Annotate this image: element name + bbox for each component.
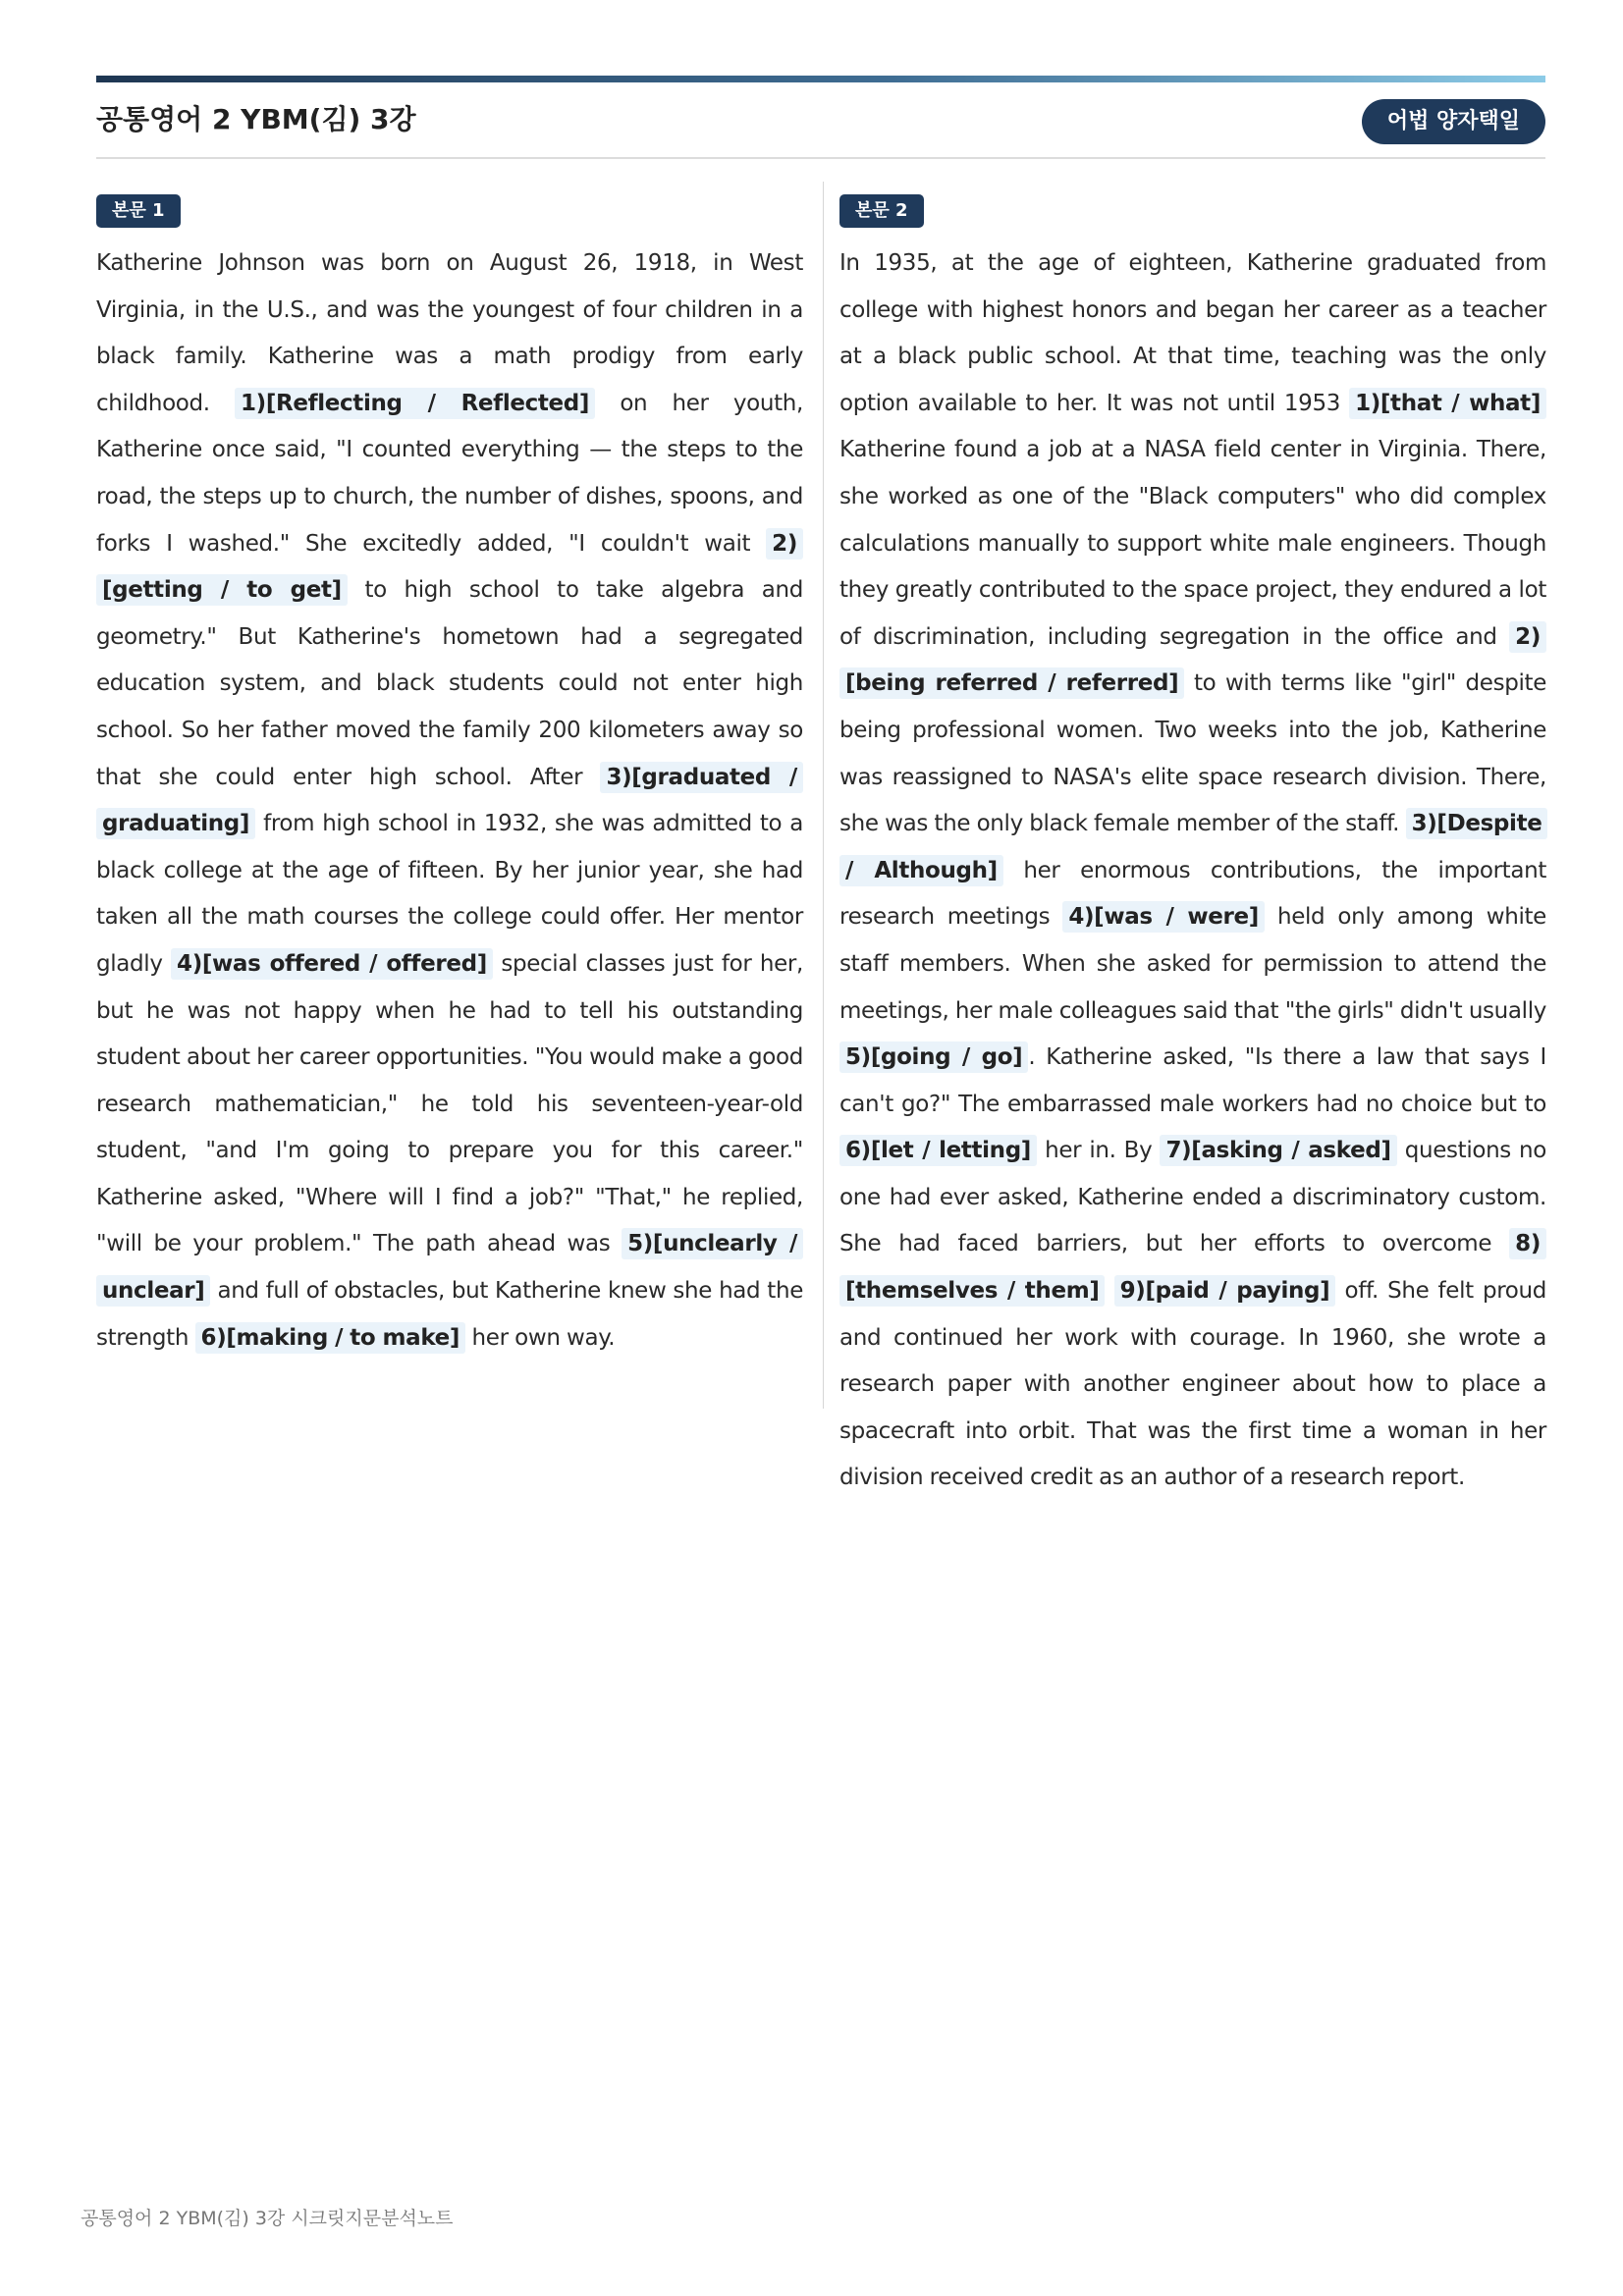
grammar-choice: 5)[unclearly / unclear] (96, 1228, 803, 1307)
passage-text-segment: and full of obstacles, but Katherine knew she had the strength (96, 1278, 803, 1351)
grammar-choice: 1)[that / what] (1349, 388, 1546, 419)
grammar-choice: 3)[Despite / Although] (839, 808, 1547, 886)
passage-text-segment: Katherine found a job at a NASA field center in Virginia. There, she worked as one of the "Black computers" who did complex calculations manually to support white male engineers. Though they greatly contributed to the space project, they endured a lot of discrimination, including segregation in the office and (839, 437, 1546, 650)
grammar-choice: 2)[being referred / referred] (839, 621, 1546, 700)
passage-text-segment: her in. By (1036, 1138, 1161, 1164)
passage-text-segment (1105, 1278, 1113, 1304)
passage-text-segment: held only among white staff members. When she asked for permission to attend the meetings, her male colleagues said that "the girls" didn't usually (839, 904, 1546, 1024)
passage-text-segment: questions no one had ever asked, Katherine ended a discriminatory custom. She had faced barriers, but her efforts to overcome (839, 1138, 1546, 1257)
passage-2-column (839, 194, 1546, 1502)
passage-text-segment: her own way. (465, 1324, 616, 1351)
column-divider (823, 182, 824, 1409)
grammar-choice: 1)[Reflecting / Reflected] (235, 388, 595, 419)
exercise-type-badge: 어법 양자택일 (1362, 99, 1545, 144)
page-title: 공통영어 2 YBM(김) 3강 (96, 103, 416, 135)
passage-1-text (96, 240, 803, 1362)
header-accent-bar (96, 76, 1545, 82)
grammar-choice: 4)[was / were] (1062, 901, 1265, 933)
grammar-choice: 2)[getting / to get] (96, 528, 803, 607)
grammar-choice: 6)[making / to make] (195, 1322, 466, 1354)
passage-text-segment: to high school to take algebra and geometry." But Katherine's hometown had a segregated education system, and black students could not enter high school. So her father moved the family 200 kilometers away so that she could enter high school. After (96, 577, 803, 790)
passage-text-segment: on her youth, Katherine once said, "I counted everything — the steps to the road, the steps up to church, the number of dishes, spoons, and forks I washed." She excitedly added, "I couldn't wait (96, 390, 803, 557)
passage-2-label: 본문 2 (839, 194, 924, 228)
passage-2-text (839, 240, 1546, 1502)
grammar-choice: 6)[let / letting] (839, 1135, 1037, 1166)
passage-text-segment: special classes just for her, but he was not happy when he had to tell his outstanding student about her career opportunities. "You would make a good research mathematician," he told his seventeen-year-old student, "and I'm going to prepare you for this career." Katherine asked, "Where will I find a job?" "That," he replied, "will be your problem." The path ahead was (96, 950, 803, 1257)
grammar-choice: 3)[graduated / graduating] (96, 762, 803, 840)
passage-text-segment: . Katherine asked, "Is there a law that says I can't go?" The embarrassed male workers had no choice but to (839, 1044, 1546, 1117)
grammar-choice: 4)[was offered / offered] (171, 948, 493, 980)
page-footer: 공통영어 2 YBM(김) 3강 시크릿지문분석노트 (81, 2208, 454, 2229)
passage-text-segment: In 1935, at the age of eighteen, Katherine graduated from college with highest honors and began her career as a teacher at a black public school. At that time, teaching was the only option available to her. It was not until 1953 (839, 250, 1546, 416)
grammar-choice: 9)[paid / paying] (1114, 1275, 1336, 1307)
passage-text-segment: from high school in 1932, she was admitted to a black college at the age of fifteen. By her junior year, she had taken all the math courses the college could offer. Her mentor gladly (96, 811, 803, 977)
grammar-choice: 5)[going / go] (839, 1041, 1028, 1073)
grammar-choice: 8)[themselves / them] (839, 1228, 1546, 1307)
passage-text-segment: Katherine Johnson was born on August 26, 1918, in West Virginia, in the U.S., and was the youngest of four children in a black family. Katherine was a math prodigy from early childhood. (96, 250, 803, 416)
passage-text-segment: to with terms like "girl" despite being professional women. Two weeks into the job, Katherine was reassigned to NASA's elite space research division. There, she was the only black female member of the staff. (839, 670, 1547, 837)
header-divider (96, 157, 1545, 159)
passage-text-segment: her enormous contributions, the important research meetings (839, 857, 1546, 931)
passage-1-column (96, 194, 803, 1362)
passage-1-label: 본문 1 (96, 194, 181, 228)
grammar-choice: 7)[asking / asked] (1160, 1135, 1396, 1166)
passage-text-segment: off. She felt proud and continued her work with courage. In 1960, she wrote a research paper with another engineer about how to place a spacecraft into orbit. That was the first time a woman in her division received credit as an author of a research report. (839, 1278, 1547, 1491)
